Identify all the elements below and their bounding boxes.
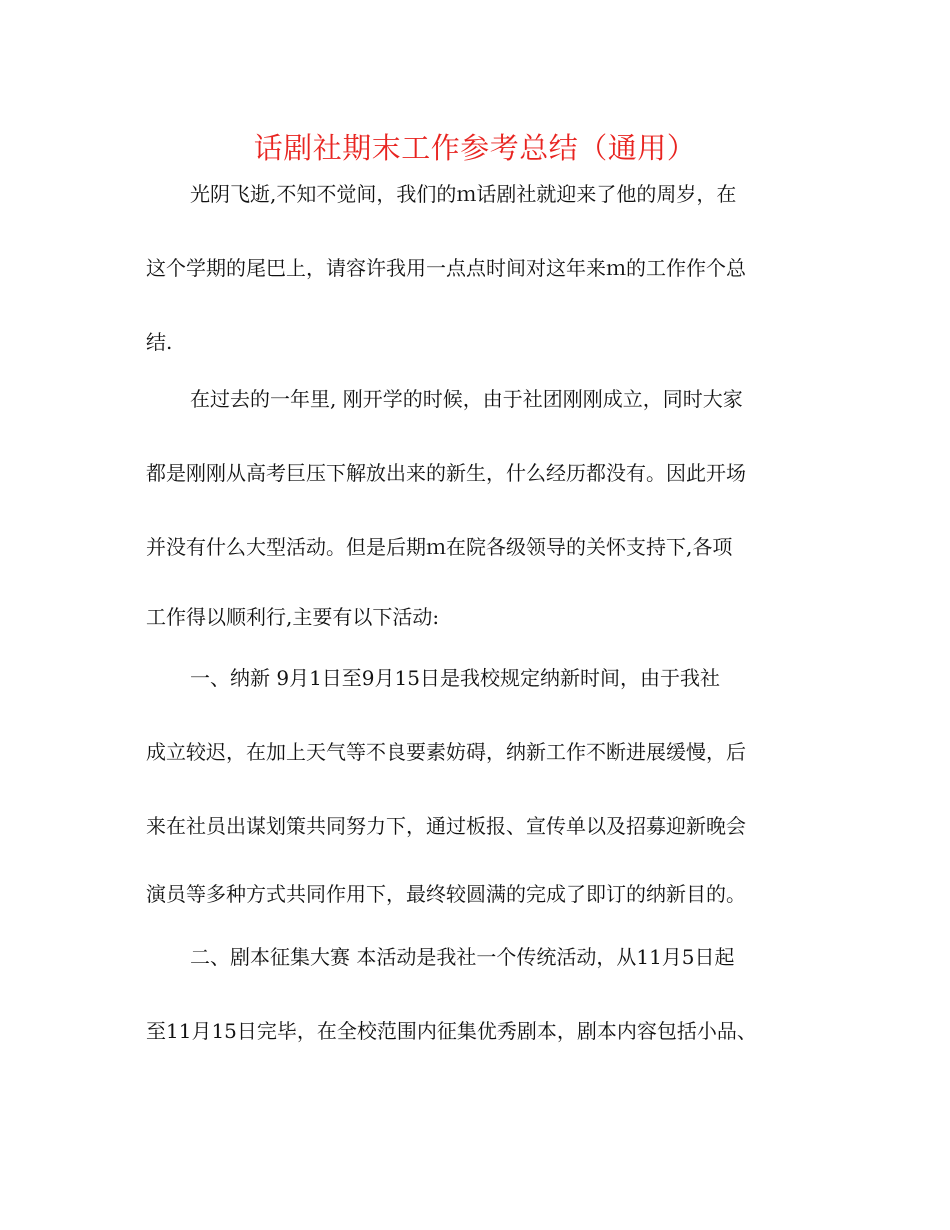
paragraph-line: 在过去的一年里, 刚开学的时候，由于社团刚刚成立，同时大家: [190, 387, 743, 411]
paragraph-line: 这个学期的尾巴上，请容许我用一点点时间对这年来ｍ的工作作个总: [146, 256, 746, 280]
paragraph-line: 都是刚刚从高考巨压下解放出来的新生，什么经历都没有。因此开场: [146, 461, 746, 485]
paragraph-line: 成立较迟，在加上天气等不良要素妨碍，纳新工作不断进展缓慢，后: [146, 740, 746, 764]
paragraph-line: 演员等多种方式共同作用下，最终较圆满的完成了即订的纳新目的。: [146, 882, 746, 906]
document-title: 话剧社期末工作参考总结（通用）: [253, 131, 697, 165]
paragraph-line: 二、剧本征集大赛 本活动是我社一个传统活动，从11月5日起: [190, 945, 735, 969]
paragraph-line: 结.: [146, 330, 173, 354]
paragraph-line: 一、纳新 9月1日至9月15日是我校规定纳新时间，由于我社: [190, 666, 720, 690]
paragraph-line: 光阴飞逝,不知不觉间，我们的ｍ话剧社就迎来了他的周岁，在: [190, 182, 737, 206]
paragraph-line: 并没有什么大型活动。但是后期ｍ在院各级领导的关怀支持下,各项: [146, 535, 733, 559]
paragraph-line: 至11月15日完毕，在全校范围内征集优秀剧本，剧本内容包括小品、: [146, 1019, 757, 1043]
paragraph-line: 来在社员出谋划策共同努力下，通过板报、宣传单以及招募迎新晚会: [146, 814, 746, 838]
paragraph-line: 工作得以顺利行,主要有以下活动:: [146, 605, 440, 629]
